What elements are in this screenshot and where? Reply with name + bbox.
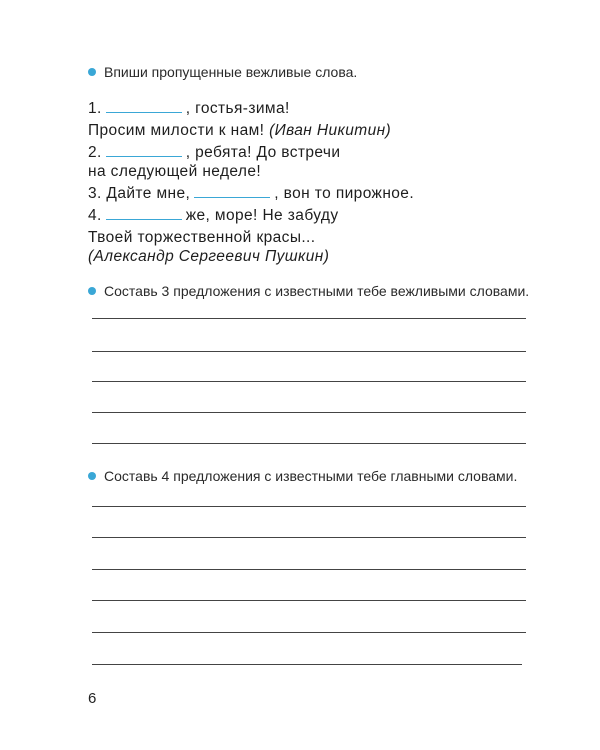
poem-line-5: 3. Дайте мне, , вон то пирожное. bbox=[88, 185, 415, 202]
writing-line[interactable] bbox=[92, 381, 526, 382]
writing-line[interactable] bbox=[92, 537, 526, 538]
bullet-icon bbox=[88, 68, 96, 76]
author-nikitin: (Иван Никитин) bbox=[269, 122, 392, 139]
writing-line[interactable] bbox=[92, 600, 526, 601]
page-number: 6 bbox=[88, 690, 97, 707]
writing-line[interactable] bbox=[92, 664, 522, 665]
poem-line-7: Твоей торжественной красы... bbox=[88, 229, 316, 246]
poem-line-4: на следующей неделе! bbox=[88, 163, 262, 180]
writing-line[interactable] bbox=[92, 569, 526, 570]
bullet-icon bbox=[88, 472, 96, 480]
writing-line[interactable] bbox=[92, 412, 526, 413]
fill-in-blank-4[interactable] bbox=[106, 207, 182, 220]
writing-line[interactable] bbox=[92, 632, 526, 633]
poem-line-6: 4. же, море! Не забуду bbox=[88, 207, 339, 224]
writing-line[interactable] bbox=[92, 318, 526, 319]
poem-line-3: 2. , ребята! До встречи bbox=[88, 144, 341, 161]
writing-line[interactable] bbox=[92, 443, 526, 444]
task2-instruction: Составь 3 предложения с известными тебе вежливыми словами. bbox=[88, 283, 529, 299]
poem-line-1: 1. , гостья-зима! bbox=[88, 100, 290, 117]
poem-line-2: Просим милости к нам! (Иван Никитин) bbox=[88, 122, 392, 139]
writing-line[interactable] bbox=[92, 506, 526, 507]
fill-in-blank-2[interactable] bbox=[106, 144, 182, 157]
writing-line[interactable] bbox=[92, 351, 526, 352]
poem-line-8 bbox=[88, 248, 329, 266]
bullet-icon bbox=[88, 287, 96, 295]
fill-in-blank-3[interactable] bbox=[194, 185, 270, 198]
task1-instruction: Впиши пропущенные вежливые слова. bbox=[88, 64, 357, 80]
task3-instruction: Составь 4 предложения с известными тебе главными словами. bbox=[88, 468, 517, 484]
fill-in-blank-1[interactable] bbox=[106, 100, 182, 113]
author-pushkin: (Александр Сергеевич Пушкин) bbox=[88, 248, 330, 265]
